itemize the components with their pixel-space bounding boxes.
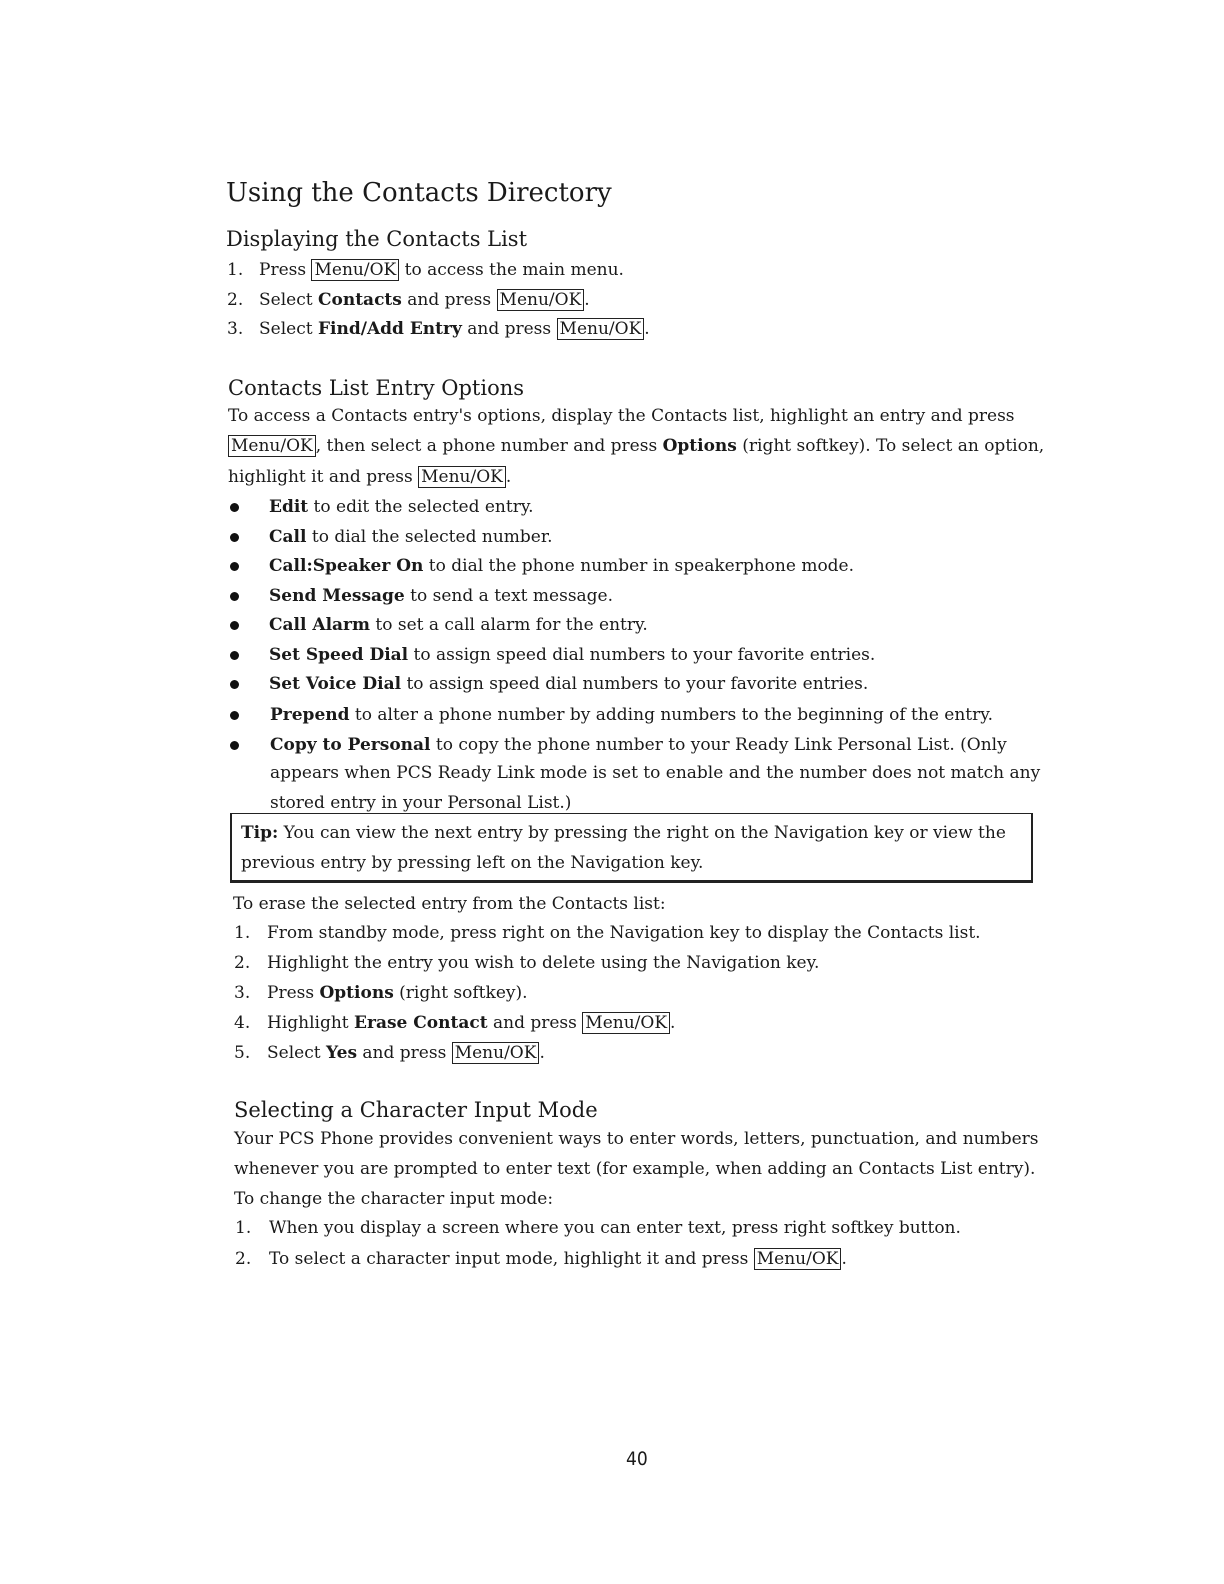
section-heading-entry-options: Contacts List Entry Options — [228, 376, 525, 400]
step-number: 1. — [227, 260, 244, 280]
step-3: Select Find/Add Entry and press Menu/OK . — [259, 319, 650, 339]
list-item: Send Message to send a text message. — [269, 586, 614, 606]
step-2: Select Contacts and press Menu/OK . — [259, 290, 590, 310]
list-item-continuation: stored entry in your Personal List.) — [270, 793, 572, 813]
menu-ok-key: Menu/OK — [228, 435, 316, 457]
menu-ok-key: Menu/OK — [557, 318, 645, 340]
page-title: Using the Contacts Directory — [226, 178, 612, 208]
step-number: 2. — [235, 1249, 252, 1269]
menu-ok-key: Menu/OK — [311, 259, 399, 281]
list-item-continuation: appears when PCS Ready Link mode is set to enable and the number does not match any — [270, 763, 1041, 783]
list-item: Copy to Personal to copy the phone number to your Ready Link Personal List. (Only — [270, 735, 1007, 755]
step-number: 2. — [227, 290, 244, 310]
list-item: Call Alarm to set a call alarm for the entry. — [269, 615, 648, 635]
erase-step-2: Highlight the entry you wish to delete using the Navigation key. — [267, 953, 820, 973]
list-item: Call to dial the selected number. — [269, 527, 553, 547]
tip-line-1: Tip: You can view the next entry by pressing the right on the Navigation key or view the — [241, 823, 1006, 843]
section-heading-input-mode: Selecting a Character Input Mode — [234, 1098, 598, 1122]
step-number: 3. — [227, 319, 244, 339]
step-number: 1. — [235, 1218, 252, 1238]
section-heading-displaying: Displaying the Contacts List — [226, 227, 528, 251]
menu-ok-key: Menu/OK — [497, 289, 585, 311]
erase-step-4: Highlight Erase Contact and press Menu/OK . — [267, 1013, 676, 1033]
list-item: Call:Speaker On to dial the phone number in speakerphone mode. — [269, 556, 855, 576]
erase-step-5: Select Yes and press Menu/OK . — [267, 1043, 545, 1063]
list-item: Set Voice Dial to assign speed dial numbers to your favorite entries. — [269, 674, 869, 694]
list-item: Set Speed Dial to assign speed dial numbers to your favorite entries. — [269, 645, 876, 665]
input-step-1: When you display a screen where you can enter text, press right softkey button. — [269, 1218, 961, 1238]
bullet-icon — [230, 621, 239, 630]
step-number: 3. — [234, 983, 251, 1003]
intro-line-3: highlight it and press Menu/OK . — [228, 467, 512, 487]
para-line-2: whenever you are prompted to enter text (for example, when adding an Contacts List entry). — [234, 1159, 1036, 1179]
intro-line-2: Menu/OK , then select a phone number and press Options (right softkey). To select an option, — [228, 435, 1044, 457]
para-line-1: Your PCS Phone provides convenient ways to enter words, letters, punctuation, and numbers — [234, 1129, 1039, 1149]
bullet-icon — [230, 741, 239, 750]
list-item: Edit to edit the selected entry. — [269, 497, 534, 517]
bullet-icon — [230, 711, 239, 720]
erase-intro: To erase the selected entry from the Contacts list: — [233, 894, 666, 914]
erase-step-1: From standby mode, press right on the Navigation key to display the Contacts list. — [267, 923, 981, 943]
intro-line-1: To access a Contacts entry's options, display the Contacts list, highlight an entry and press — [228, 406, 1015, 426]
bullet-icon — [230, 680, 239, 689]
menu-ok-key: Menu/OK — [582, 1012, 670, 1034]
menu-ok-key: Menu/OK — [418, 466, 506, 488]
step-number: 2. — [234, 953, 251, 973]
para-line-3: To change the character input mode: — [234, 1189, 554, 1209]
tip-line-2: previous entry by pressing left on the Navigation key. — [241, 853, 704, 873]
menu-ok-key: Menu/OK — [754, 1248, 842, 1270]
step-number: 4. — [234, 1013, 251, 1033]
menu-ok-key: Menu/OK — [452, 1042, 540, 1064]
page-number: 40 — [626, 1448, 648, 1470]
bullet-icon — [230, 533, 239, 542]
step-number: 5. — [234, 1043, 251, 1063]
erase-step-3: Press Options (right softkey). — [267, 983, 528, 1003]
step-number: 1. — [234, 923, 251, 943]
list-item: Prepend to alter a phone number by adding numbers to the beginning of the entry. — [270, 705, 994, 725]
step-1: Press Menu/OK to access the main menu. — [259, 260, 624, 280]
bullet-icon — [230, 592, 239, 601]
bullet-icon — [230, 503, 239, 512]
bullet-icon — [230, 651, 239, 660]
input-step-2: To select a character input mode, highlight it and press Menu/OK . — [269, 1249, 847, 1269]
tip-label: Tip: — [241, 823, 279, 843]
bullet-icon — [230, 562, 239, 571]
